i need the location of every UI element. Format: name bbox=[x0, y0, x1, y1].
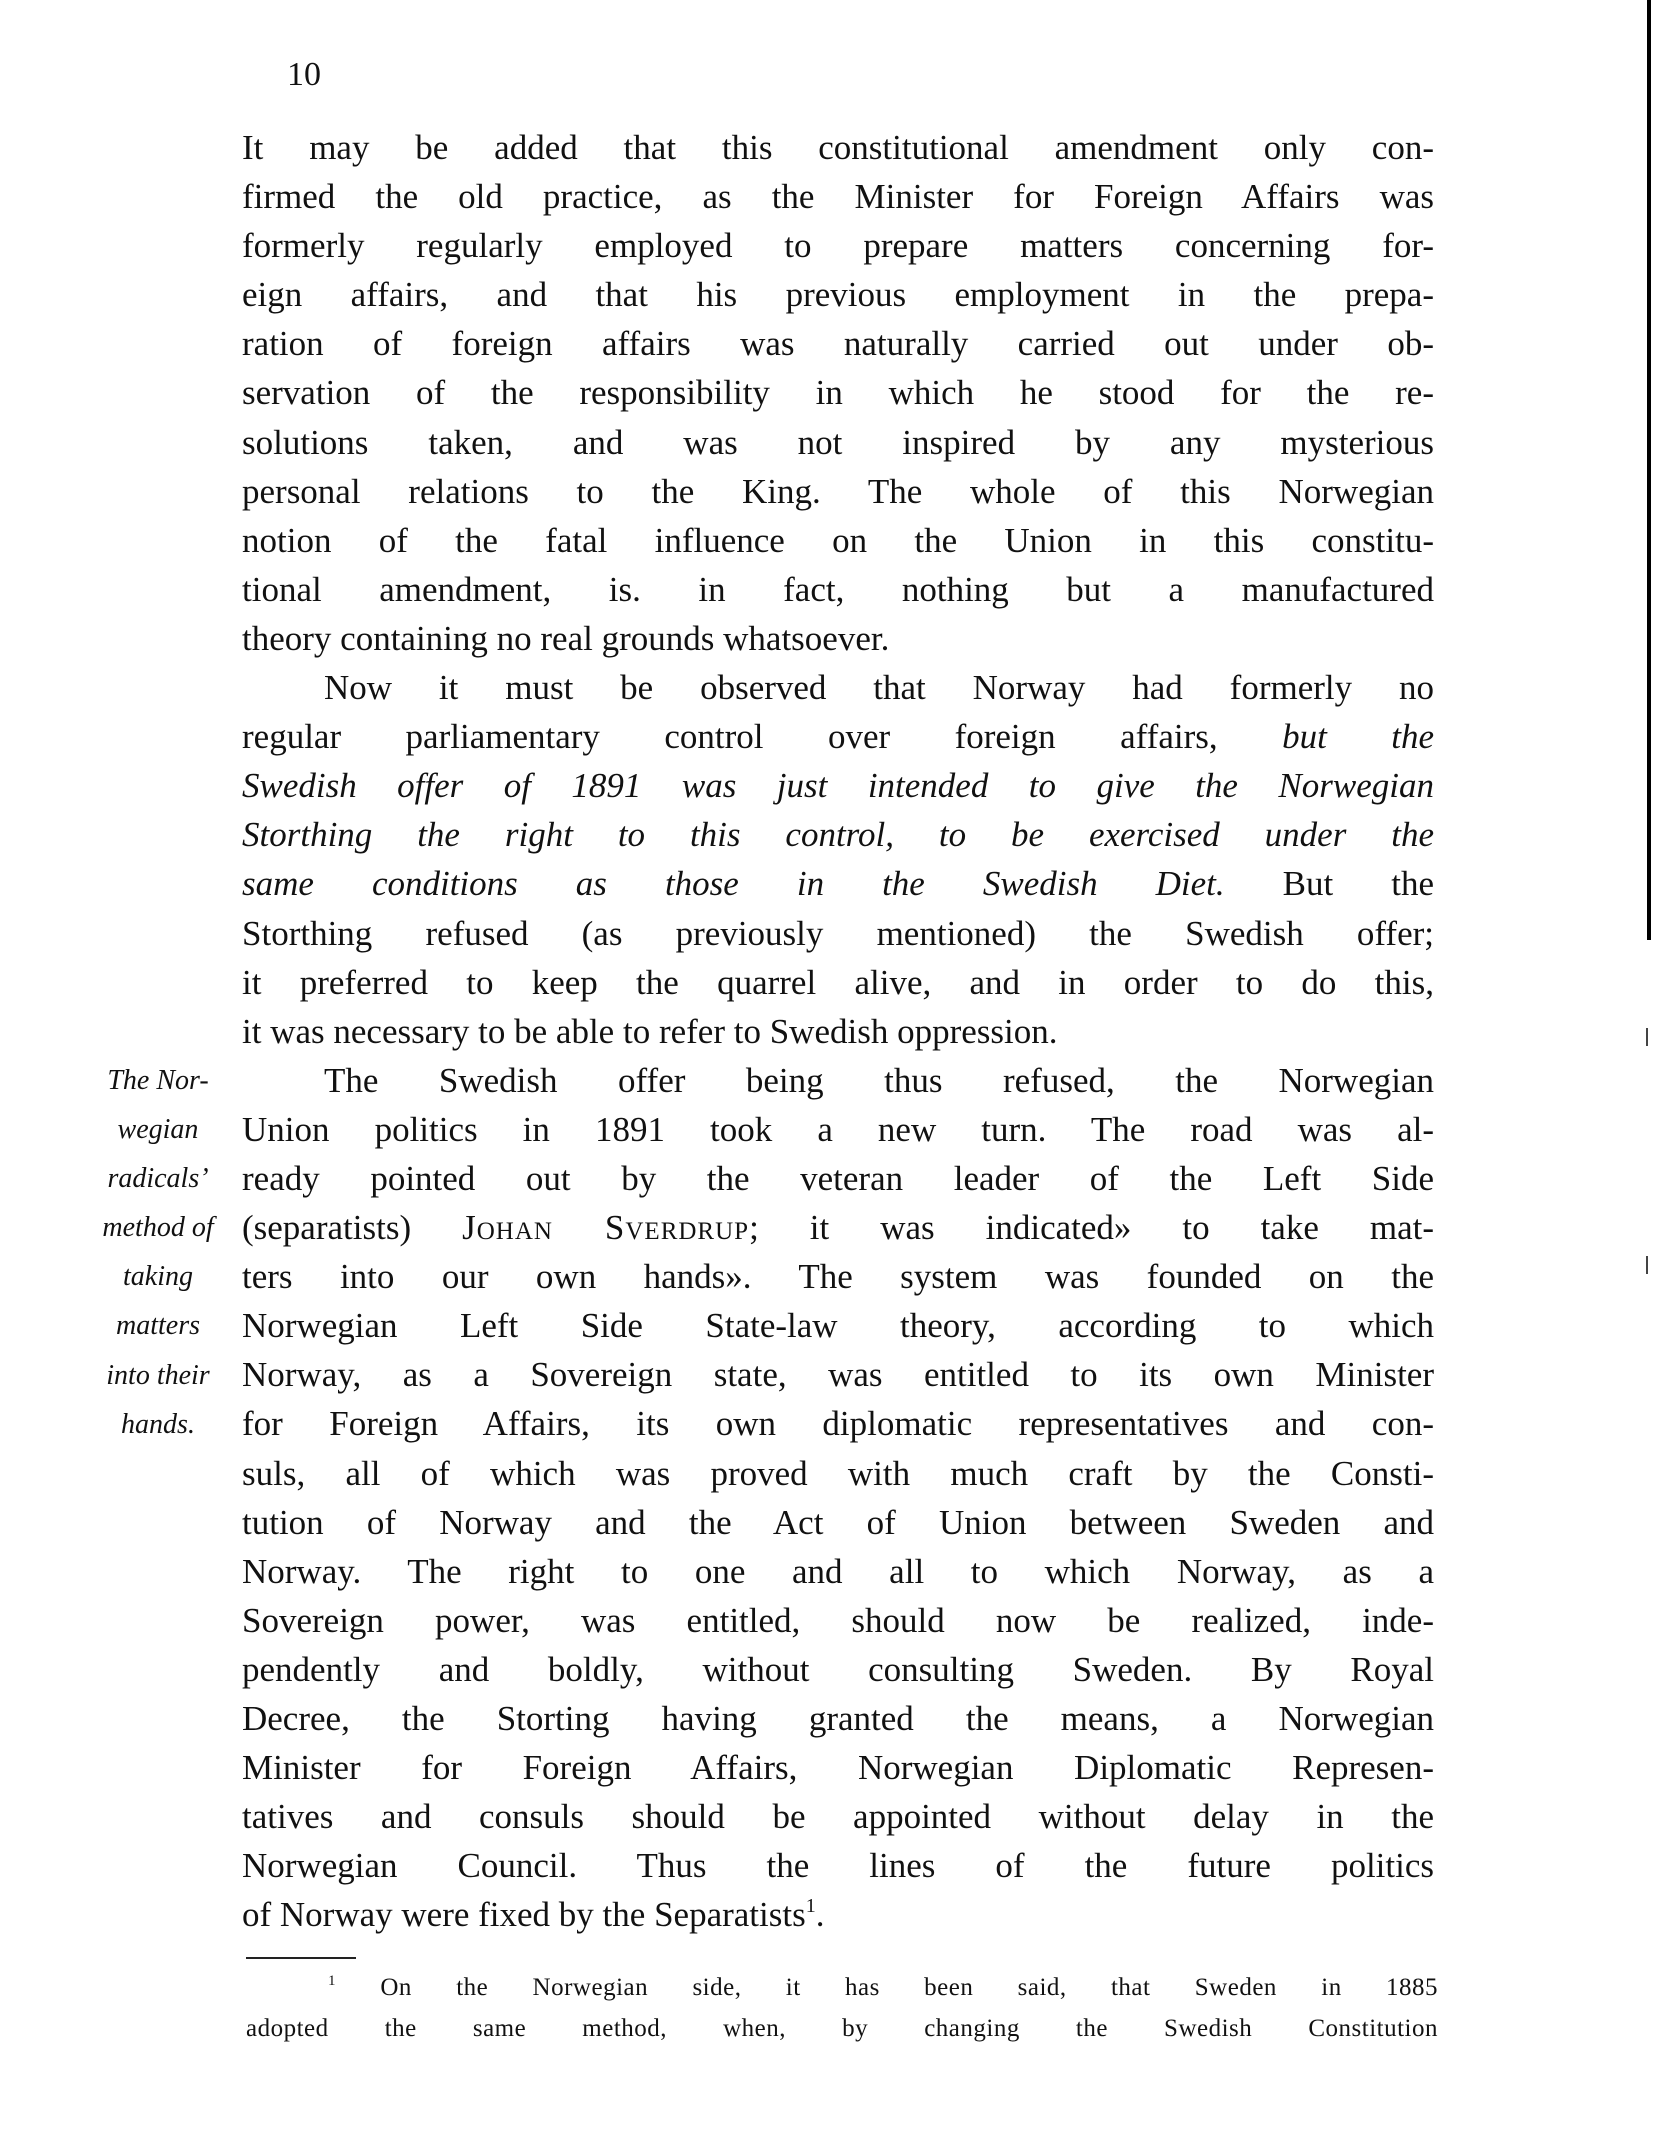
margin-note bbox=[78, 1056, 238, 1449]
text-line bbox=[242, 270, 1434, 319]
text-segment: Norway. The right to one and all to which Norway, as a bbox=[242, 1551, 1434, 1591]
footnote-line bbox=[246, 1967, 1438, 2008]
margin-note-line: into their bbox=[106, 1359, 210, 1391]
text-line bbox=[242, 614, 1434, 663]
text-line bbox=[242, 1350, 1434, 1399]
text-segment: regular parliamentary control over foreign affairs, bbox=[242, 717, 1283, 757]
text-line bbox=[242, 172, 1434, 221]
scan-mark bbox=[1646, 1028, 1648, 1046]
text-line bbox=[242, 1007, 1434, 1056]
page-number: 10 bbox=[287, 56, 321, 93]
text-segment: Norwegian Left Side State-law theory, according to which bbox=[242, 1306, 1434, 1346]
text-line bbox=[242, 1596, 1434, 1645]
margin-note-line: taking bbox=[123, 1261, 193, 1293]
margin-note-line: matters bbox=[116, 1310, 200, 1342]
text-segment: same conditions as those in the Swedish Diet. bbox=[242, 864, 1225, 904]
text-segment: Union politics in 1891 took a new turn. The road was al- bbox=[242, 1109, 1434, 1149]
text-segment: . bbox=[815, 1895, 825, 1935]
text-line bbox=[242, 1449, 1434, 1498]
margin-note-line: The Nor- bbox=[107, 1065, 209, 1096]
text-segment: But the bbox=[1224, 864, 1434, 904]
body-text bbox=[242, 123, 1434, 1939]
text-line bbox=[242, 1743, 1434, 1792]
text-segment: servation of the responsibility in which he stood for the re- bbox=[242, 373, 1434, 413]
footnote bbox=[246, 1967, 1438, 2049]
text-segment: ; it was indicated» to take mat- bbox=[749, 1208, 1434, 1248]
footnote-reference: 1 bbox=[805, 1895, 816, 1918]
text-line bbox=[242, 712, 1434, 761]
text-line bbox=[242, 1399, 1434, 1448]
text-line bbox=[242, 418, 1434, 467]
text-line bbox=[242, 1890, 1434, 1939]
text-line bbox=[242, 810, 1434, 859]
text-segment: Sovereign power, was entitled, should now be realized, inde- bbox=[242, 1600, 1434, 1640]
text-line bbox=[242, 1154, 1434, 1203]
text-segment: Norway, as a Sovereign state, was entitled to its own Minister bbox=[242, 1355, 1434, 1395]
text-line bbox=[242, 1645, 1434, 1694]
text-line bbox=[242, 123, 1434, 172]
text-segment: it was necessary to be able to refer to Swedish oppression. bbox=[242, 1011, 1058, 1051]
text-line bbox=[242, 958, 1434, 1007]
footnote-line bbox=[246, 2008, 1438, 2049]
text-segment: ters into our own hands». The system was founded on the bbox=[242, 1257, 1434, 1297]
text-line bbox=[242, 909, 1434, 958]
text-segment: personal relations to the King. The whole of this Norwegian bbox=[242, 471, 1434, 511]
text-segment: tional amendment, is. in fact, nothing but a manufactured bbox=[242, 569, 1434, 609]
text-segment: formerly regularly employed to prepare matters concerning for- bbox=[242, 226, 1434, 266]
text-line bbox=[242, 859, 1434, 908]
text-segment: Minister for Foreign Affairs, Norwegian Diplomatic Represen- bbox=[242, 1748, 1434, 1788]
text-line bbox=[242, 565, 1434, 614]
text-line bbox=[242, 1694, 1434, 1743]
scan-mark bbox=[1646, 1256, 1648, 1274]
text-segment: The Swedish offer being thus refused, the Norwegian bbox=[324, 1060, 1434, 1100]
text-segment: Storthing the right to this control, to be exercised under the bbox=[242, 815, 1434, 855]
text-segment: theory containing no real grounds whatsoever. bbox=[242, 618, 890, 658]
text-segment: Decree, the Storting having granted the means, a Norwegian bbox=[242, 1699, 1434, 1738]
text-line bbox=[242, 319, 1434, 368]
text-segment: ration of foreign affairs was naturally carried out under ob- bbox=[242, 324, 1434, 364]
text-segment: Now it must be observed that Norway had formerly no bbox=[324, 668, 1434, 708]
text-line bbox=[242, 663, 1434, 712]
text-line bbox=[242, 1056, 1434, 1105]
text-line bbox=[242, 1105, 1434, 1154]
scan-edge-bar bbox=[1647, 0, 1651, 940]
text-line bbox=[242, 761, 1434, 810]
text-segment: firmed the old practice, as the Minister for Foreign Affairs was bbox=[242, 177, 1434, 217]
text-segment: tatives and consuls should be appointed without delay in the bbox=[242, 1797, 1434, 1837]
text-segment: for Foreign Affairs, its own diplomatic representatives and con- bbox=[242, 1404, 1434, 1444]
text-segment: It may be added that this constitutional amendment only con- bbox=[242, 128, 1434, 167]
text-line bbox=[242, 467, 1434, 516]
text-segment: tution of Norway and the Act of Union between Sweden and bbox=[242, 1502, 1434, 1542]
text-line bbox=[242, 1301, 1434, 1350]
text-segment: it preferred to keep the quarrel alive, and in order to do this, bbox=[242, 962, 1434, 1002]
text-segment: ready pointed out by the veteran leader of the Left Side bbox=[242, 1158, 1434, 1198]
margin-note-line: method of bbox=[102, 1212, 214, 1244]
text-segment: Swedish offer of 1891 was just intended to give the Norwegian bbox=[242, 766, 1434, 806]
text-line bbox=[242, 1547, 1434, 1596]
footnote-rule bbox=[246, 1957, 356, 1959]
footnote-text: adopted the same method, when, by changing the Swedish Constitution bbox=[246, 2015, 1438, 2042]
text-segment: notion of the fatal influence on the Union in this constitu- bbox=[242, 520, 1434, 560]
margin-note-line: wegian bbox=[117, 1114, 199, 1146]
text-segment: solutions taken, and was not inspired by any mysterious bbox=[242, 422, 1434, 462]
text-line bbox=[242, 221, 1434, 270]
text-segment: but the bbox=[1282, 717, 1434, 757]
text-segment: suls, all of which was proved with much craft by the Consti- bbox=[242, 1453, 1434, 1493]
text-segment: (separatists) bbox=[242, 1208, 463, 1248]
text-line bbox=[242, 1792, 1434, 1841]
text-segment: pendently and boldly, without consulting Sweden. By Royal bbox=[242, 1649, 1434, 1689]
margin-note-line: radicals’ bbox=[107, 1163, 209, 1195]
text-line bbox=[242, 1203, 1434, 1252]
text-line bbox=[242, 1498, 1434, 1547]
text-segment: eign affairs, and that his previous employment in the prepa- bbox=[242, 275, 1434, 315]
text-segment: of Norway were fixed by the Separatists bbox=[242, 1895, 806, 1935]
text-line bbox=[242, 516, 1434, 565]
margin-note-line: hands. bbox=[121, 1408, 195, 1440]
text-segment: Storthing refused (as previously mentioned) the Swedish offer; bbox=[242, 913, 1434, 953]
text-line bbox=[242, 1252, 1434, 1301]
text-line bbox=[242, 1841, 1434, 1890]
footnote-text: On the Norwegian side, it has been said, that Sweden in 1885 bbox=[380, 1974, 1439, 2001]
text-line bbox=[242, 368, 1434, 417]
person-name: Johan Sverdrup bbox=[462, 1208, 750, 1248]
text-segment: Norwegian Council. Thus the lines of the future politics bbox=[242, 1846, 1434, 1886]
footnote-marker: 1 bbox=[328, 1973, 336, 1989]
